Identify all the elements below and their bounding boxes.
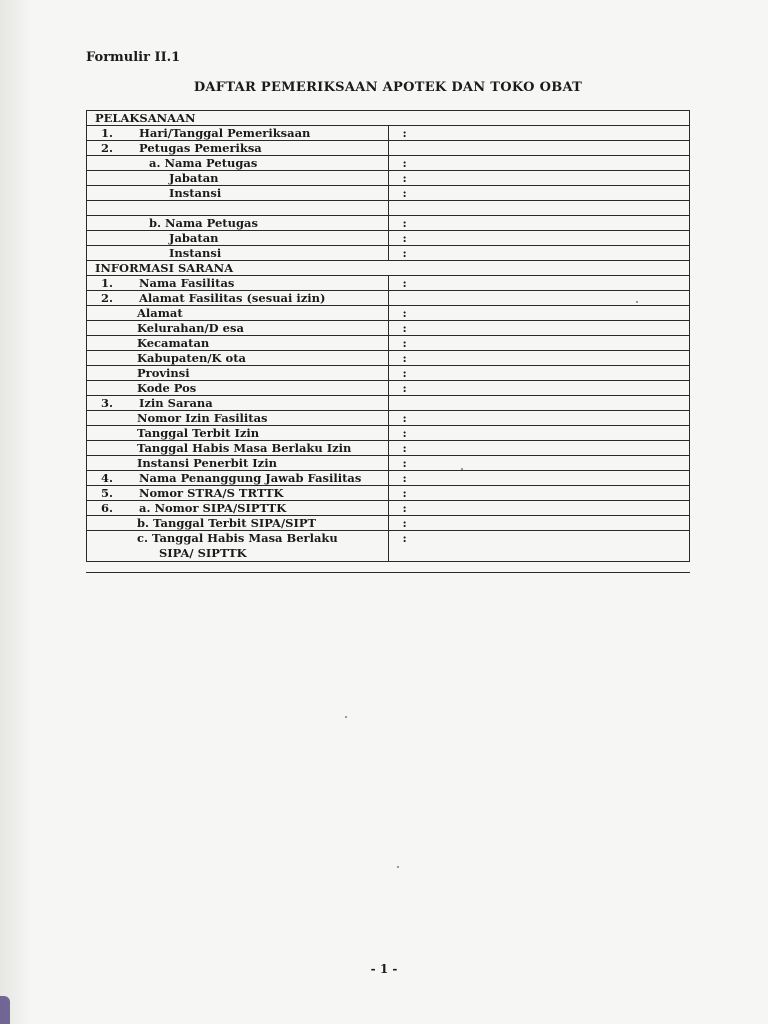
label-cell: [87, 171, 389, 186]
value-cell-b-nama-petugas[interactable]: [388, 216, 690, 231]
table-row: [87, 156, 690, 171]
label-cell: [87, 486, 389, 501]
table-row: [87, 426, 690, 441]
colon-separator: :: [402, 411, 407, 425]
value-cell-tanggal-terbit[interactable]: [388, 426, 690, 441]
table-row: [87, 456, 690, 471]
label-cell: [87, 456, 389, 471]
label-cell: [87, 351, 389, 366]
table-row: [87, 381, 690, 396]
field-label: Jabatan: [169, 231, 219, 245]
colon-separator: :: [402, 216, 407, 230]
table-row: [87, 531, 690, 562]
row-number: 1.: [101, 126, 114, 140]
table-row: [87, 501, 690, 516]
value-cell-hari-tanggal[interactable]: [388, 126, 690, 141]
field-label: Instansi Penerbit Izin: [137, 456, 277, 470]
value-cell-tanggal-habis[interactable]: [388, 441, 690, 456]
table-row: [87, 321, 690, 336]
value-cell-provinsi[interactable]: [388, 366, 690, 381]
field-label: a. Nama Petugas: [149, 156, 258, 170]
field-label: Kabupaten/K ota: [137, 351, 246, 365]
colon-separator: :: [402, 126, 407, 140]
value-cell-penanggung-jawab[interactable]: [388, 471, 690, 486]
table-row: [87, 411, 690, 426]
value-cell-nomor-izin[interactable]: [388, 411, 690, 426]
label-cell: [87, 501, 389, 516]
colon-separator: :: [402, 171, 407, 185]
label-cell: [87, 381, 389, 396]
value-cell-b-instansi[interactable]: [388, 246, 690, 261]
field-label: c. Tanggal Habis Masa Berlaku: [137, 531, 338, 545]
value-cell-instansi-penerbit[interactable]: [388, 456, 690, 471]
row-number: 5.: [101, 486, 114, 500]
label-cell: [87, 531, 389, 562]
field-label: Nomor Izin Fasilitas: [137, 411, 268, 425]
value-cell-alamat[interactable]: [388, 306, 690, 321]
field-label: Provinsi: [137, 366, 190, 380]
colon-separator: :: [402, 246, 407, 260]
value-cell-a-nama-petugas[interactable]: [388, 156, 690, 171]
field-label: Nama Penanggung Jawab Fasilitas: [139, 471, 362, 485]
table-row: [87, 231, 690, 246]
table-row: [87, 351, 690, 366]
row-number: 4.: [101, 471, 114, 485]
section-informasi-row: [87, 261, 690, 276]
page-edge-shadow: [0, 0, 32, 1024]
value-cell-kode-pos[interactable]: [388, 381, 690, 396]
section-heading-text: PELAKSANAAN: [95, 111, 196, 125]
value-cell-a-instansi[interactable]: [388, 186, 690, 201]
colon-separator: :: [402, 486, 407, 500]
label-cell: [87, 396, 389, 411]
label-cell: [87, 516, 389, 531]
colon-separator: :: [402, 351, 407, 365]
row-number: 6.: [101, 501, 114, 515]
colon-separator: :: [402, 516, 407, 530]
table-row: [87, 186, 690, 201]
section-heading-informasi: [87, 261, 690, 276]
label-cell: [87, 126, 389, 141]
table-row: [87, 276, 690, 291]
label-cell: [87, 156, 389, 171]
value-cell-empty: [388, 396, 690, 411]
label-cell: [87, 471, 389, 486]
colon-separator: :: [402, 321, 407, 335]
row-number: 1.: [101, 276, 114, 290]
field-label: Hari/Tanggal Pemeriksaan: [139, 126, 311, 140]
label-cell: [87, 216, 389, 231]
table-row: [87, 366, 690, 381]
document-title: DAFTAR PEMERIKSAAN APOTEK DAN TOKO OBAT: [193, 80, 583, 95]
field-label: Alamat Fasilitas (sesuai izin): [139, 291, 326, 305]
table-row: [87, 141, 690, 156]
row-number: 2.: [101, 141, 114, 155]
field-label: Instansi: [169, 246, 222, 260]
colon-separator: :: [402, 441, 407, 455]
colon-separator: :: [402, 381, 407, 395]
colon-separator: :: [402, 276, 407, 290]
scan-speck: [636, 301, 638, 303]
table-row: [87, 471, 690, 486]
table-row: [87, 246, 690, 261]
form-code: Formulir II.1: [86, 50, 181, 65]
field-label: Kecamatan: [137, 336, 210, 350]
label-cell: [87, 336, 389, 351]
table-row: [87, 291, 690, 306]
table-row: [87, 396, 690, 411]
field-label: Tanggal Terbit Izin: [137, 426, 260, 440]
value-cell-tanggal-habis-sipa[interactable]: [388, 531, 690, 562]
colon-separator: :: [402, 336, 407, 350]
colon-separator: :: [402, 456, 407, 470]
table-row: [87, 441, 690, 456]
value-cell-kecamatan[interactable]: [388, 336, 690, 351]
row-number: 3.: [101, 396, 114, 410]
value-cell-nomor-sipa[interactable]: [388, 501, 690, 516]
field-label: b. Nama Petugas: [149, 216, 258, 230]
table-row-spacer: [87, 201, 690, 216]
field-label: a. Nomor SIPA/SIPTTK: [139, 501, 287, 515]
label-cell: [87, 411, 389, 426]
value-cell-nama-fasilitas[interactable]: [388, 276, 690, 291]
field-label: Kode Pos: [137, 381, 197, 395]
field-label: b. Tanggal Terbit SIPA/SIPT: [137, 516, 317, 530]
section-pelaksanaan-row: [87, 111, 690, 126]
scan-speck: [345, 716, 347, 718]
section-heading-pelaksanaan: [87, 111, 690, 126]
label-cell-empty: [87, 201, 389, 216]
value-cell-kelurahan[interactable]: [388, 321, 690, 336]
value-cell-empty: [388, 291, 690, 306]
binder-corner-mark: [0, 996, 10, 1024]
value-cell-a-jabatan[interactable]: [388, 171, 690, 186]
field-label: Izin Sarana: [139, 396, 213, 410]
label-cell: [87, 441, 389, 456]
field-label: Nomor STRA/S TRTTK: [139, 486, 284, 500]
field-label: Tanggal Habis Masa Berlaku Izin: [137, 441, 352, 455]
table-row: [87, 336, 690, 351]
colon-separator: :: [402, 426, 407, 440]
colon-separator: :: [402, 471, 407, 485]
label-cell: [87, 231, 389, 246]
label-cell: [87, 141, 389, 156]
table-row: [87, 216, 690, 231]
value-cell-empty: [388, 201, 690, 216]
value-cell-empty: [388, 141, 690, 156]
field-label: Kelurahan/D esa: [137, 321, 244, 335]
table-row: [87, 126, 690, 141]
colon-separator: :: [402, 156, 407, 170]
label-cell: [87, 186, 389, 201]
label-cell: [87, 426, 389, 441]
colon-separator: :: [402, 366, 407, 380]
label-cell: [87, 246, 389, 261]
colon-separator: :: [402, 501, 407, 515]
field-label-continued: SIPA/ SIPTTK: [159, 546, 247, 560]
table-row: [87, 306, 690, 321]
table-row: [87, 516, 690, 531]
field-label: Nama Fasilitas: [139, 276, 235, 290]
value-cell-b-jabatan[interactable]: [388, 231, 690, 246]
scan-speck: [397, 866, 399, 868]
label-cell: [87, 276, 389, 291]
colon-separator: :: [402, 531, 407, 545]
row-number: 2.: [101, 291, 114, 305]
label-cell: [87, 306, 389, 321]
value-cell-tanggal-terbit-sipa[interactable]: [388, 516, 690, 531]
field-label: Instansi: [169, 186, 222, 200]
inspection-form-table: [86, 110, 690, 562]
table-row: [87, 486, 690, 501]
scan-speck: [461, 468, 463, 470]
colon-separator: :: [402, 186, 407, 200]
label-cell: [87, 291, 389, 306]
page-number: - 1 -: [370, 962, 398, 976]
value-cell-nomor-stra[interactable]: [388, 486, 690, 501]
bottom-rule-line: [86, 572, 690, 573]
field-label: Jabatan: [169, 171, 219, 185]
section-heading-text: INFORMASI SARANA: [95, 261, 234, 275]
value-cell-kabupaten[interactable]: [388, 351, 690, 366]
label-cell: [87, 366, 389, 381]
label-cell: [87, 321, 389, 336]
field-label: Petugas Pemeriksa: [139, 141, 262, 155]
table-row: [87, 171, 690, 186]
field-label: Alamat: [137, 306, 183, 320]
colon-separator: :: [402, 306, 407, 320]
colon-separator: :: [402, 231, 407, 245]
